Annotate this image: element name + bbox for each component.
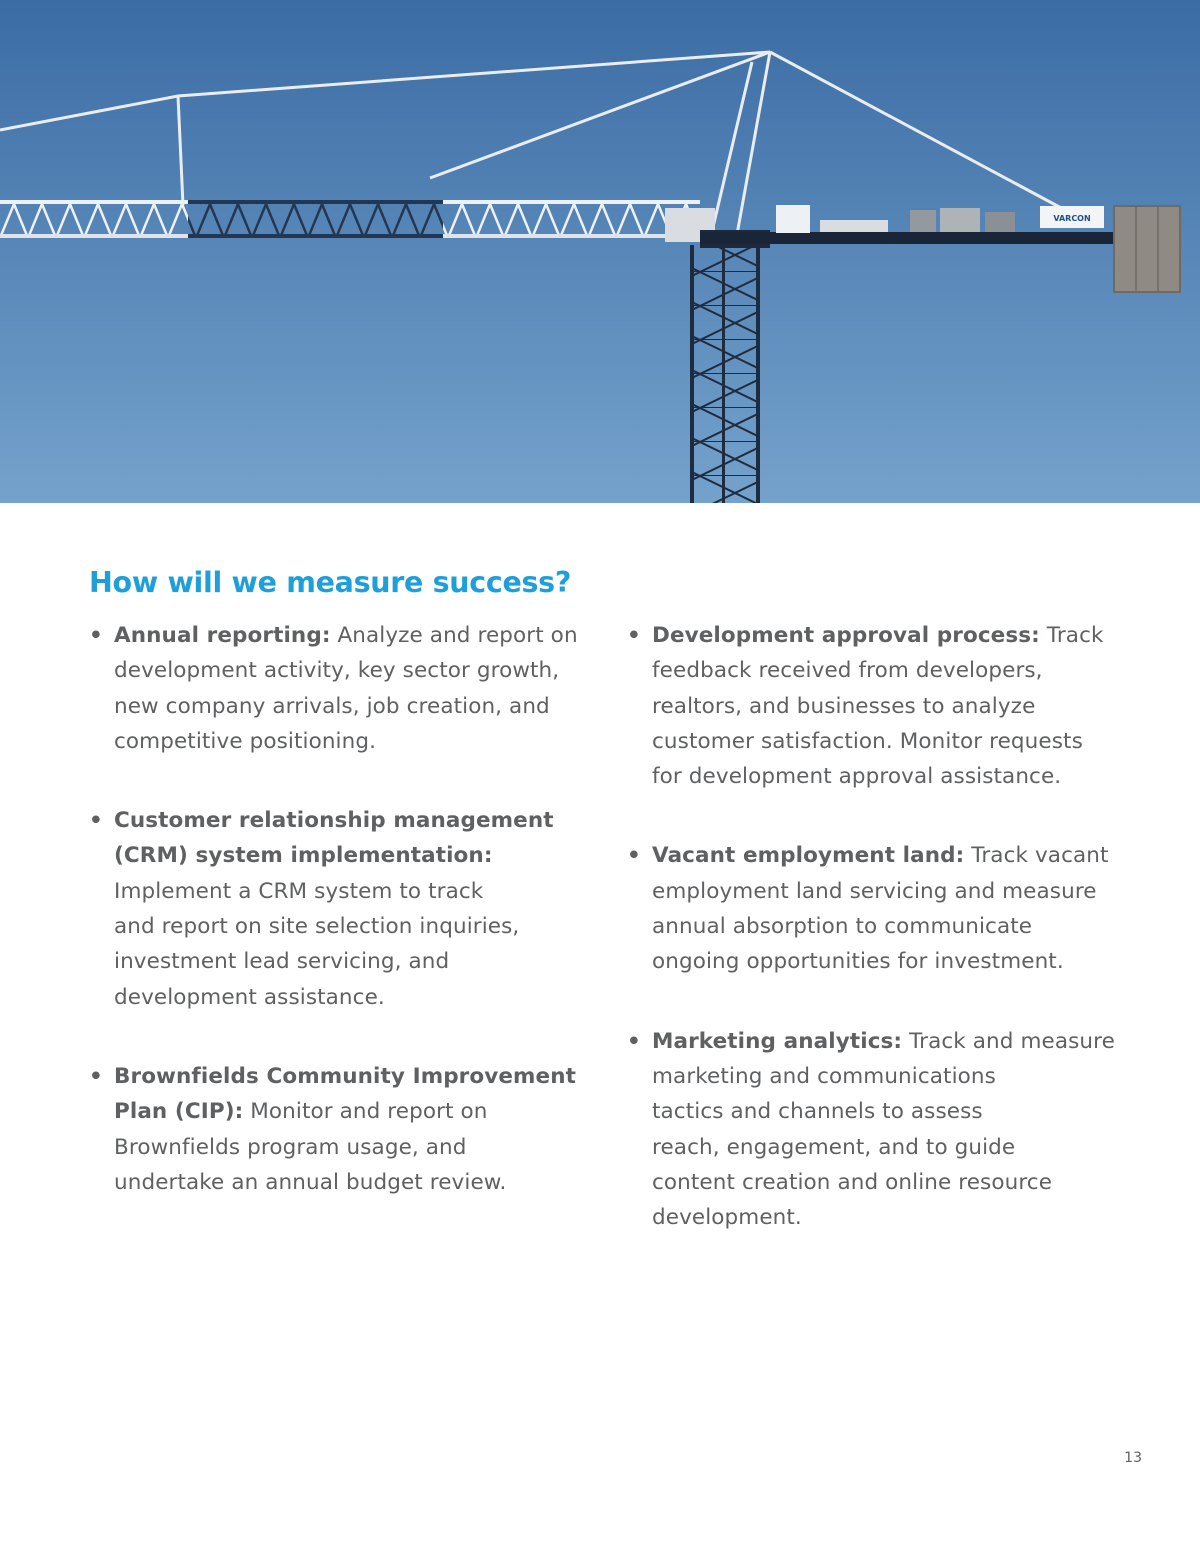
item-line: Implement a CRM system to track [114, 878, 484, 904]
item-lead: Brownfields Community Improvement [114, 1063, 577, 1089]
bullet-icon: • [89, 1063, 103, 1089]
item-line: for development approval assistance. [652, 764, 1062, 790]
item-line: content creation and online resource [652, 1169, 1053, 1195]
item-line: annual absorption to communicate [652, 914, 1033, 940]
item-text: Track [1039, 623, 1104, 648]
item-lead: Plan (CIP): [114, 1099, 244, 1125]
item-line: reach, engagement, and to guide [652, 1134, 1016, 1160]
item-line: and report on site selection inquiries, [114, 914, 520, 940]
success-measures-right [627, 618, 1122, 1235]
item-lead: Annual reporting: [114, 623, 331, 648]
crane-sign-text: VARCON [1053, 214, 1091, 223]
crane-illustration [0, 0, 1200, 503]
page-number: 13 [1124, 1450, 1142, 1466]
bullet-icon: • [89, 808, 103, 834]
item-text: Analyze and report on [330, 623, 578, 648]
item-line: development. [652, 1205, 802, 1231]
crane-mast [690, 245, 760, 503]
item-lead: Customer relationship management [114, 808, 554, 834]
item-line [652, 838, 1122, 873]
list-item-annual-reporting [89, 618, 584, 759]
item-lead: Vacant employment land: [652, 843, 965, 869]
item-line: competitive positioning. [114, 728, 377, 754]
list-item-vacant-land [627, 838, 1122, 979]
item-line [652, 618, 1122, 653]
item-line: realtors, and businesses to analyze [652, 693, 1036, 719]
item-line: undertake an annual budget review. [114, 1169, 507, 1195]
success-measures-left [89, 618, 584, 1200]
bullet-icon: • [627, 623, 641, 648]
crane-jib [0, 200, 700, 238]
item-text: Track and measure [902, 1028, 1115, 1054]
bullet-icon: • [89, 623, 103, 648]
item-text: Track vacant [964, 843, 1109, 869]
item-line: ongoing opportunities for investment. [652, 949, 1064, 975]
bullet-icon: • [627, 843, 641, 869]
item-lead: Marketing analytics: [652, 1028, 903, 1054]
item-text: Monitor and report on [243, 1099, 488, 1125]
item-line: feedback received from developers, [652, 658, 1043, 684]
list-item-crm [89, 803, 584, 1015]
list-item-development-approval [627, 618, 1122, 794]
section-heading: How will we measure success? [89, 566, 572, 599]
item-line [114, 618, 584, 653]
item-line: Brownfields program usage, and [114, 1134, 467, 1160]
item-line: development activity, key sector growth, [114, 658, 560, 684]
item-lead: Development approval process: [652, 623, 1040, 648]
list-item-marketing-analytics [627, 1024, 1122, 1236]
item-line: new company arrivals, job creation, and [114, 693, 550, 719]
item-line: employment land servicing and measure [652, 878, 1097, 904]
left-column [89, 618, 584, 1200]
item-line [652, 1024, 1122, 1059]
item-line: investment lead servicing, and [114, 949, 450, 975]
item-line: tactics and channels to assess [652, 1099, 983, 1125]
item-line: development assistance. [114, 984, 385, 1010]
right-column [627, 618, 1122, 1235]
list-item-brownfields-cip [89, 1059, 584, 1200]
bullet-icon: • [627, 1028, 641, 1054]
item-lead: (CRM) system implementation: [114, 843, 493, 869]
item-line: marketing and communications [652, 1063, 996, 1089]
crane-hero-image [0, 0, 1200, 503]
item-line [114, 1094, 584, 1129]
item-line: customer satisfaction. Monitor requests [652, 728, 1083, 754]
